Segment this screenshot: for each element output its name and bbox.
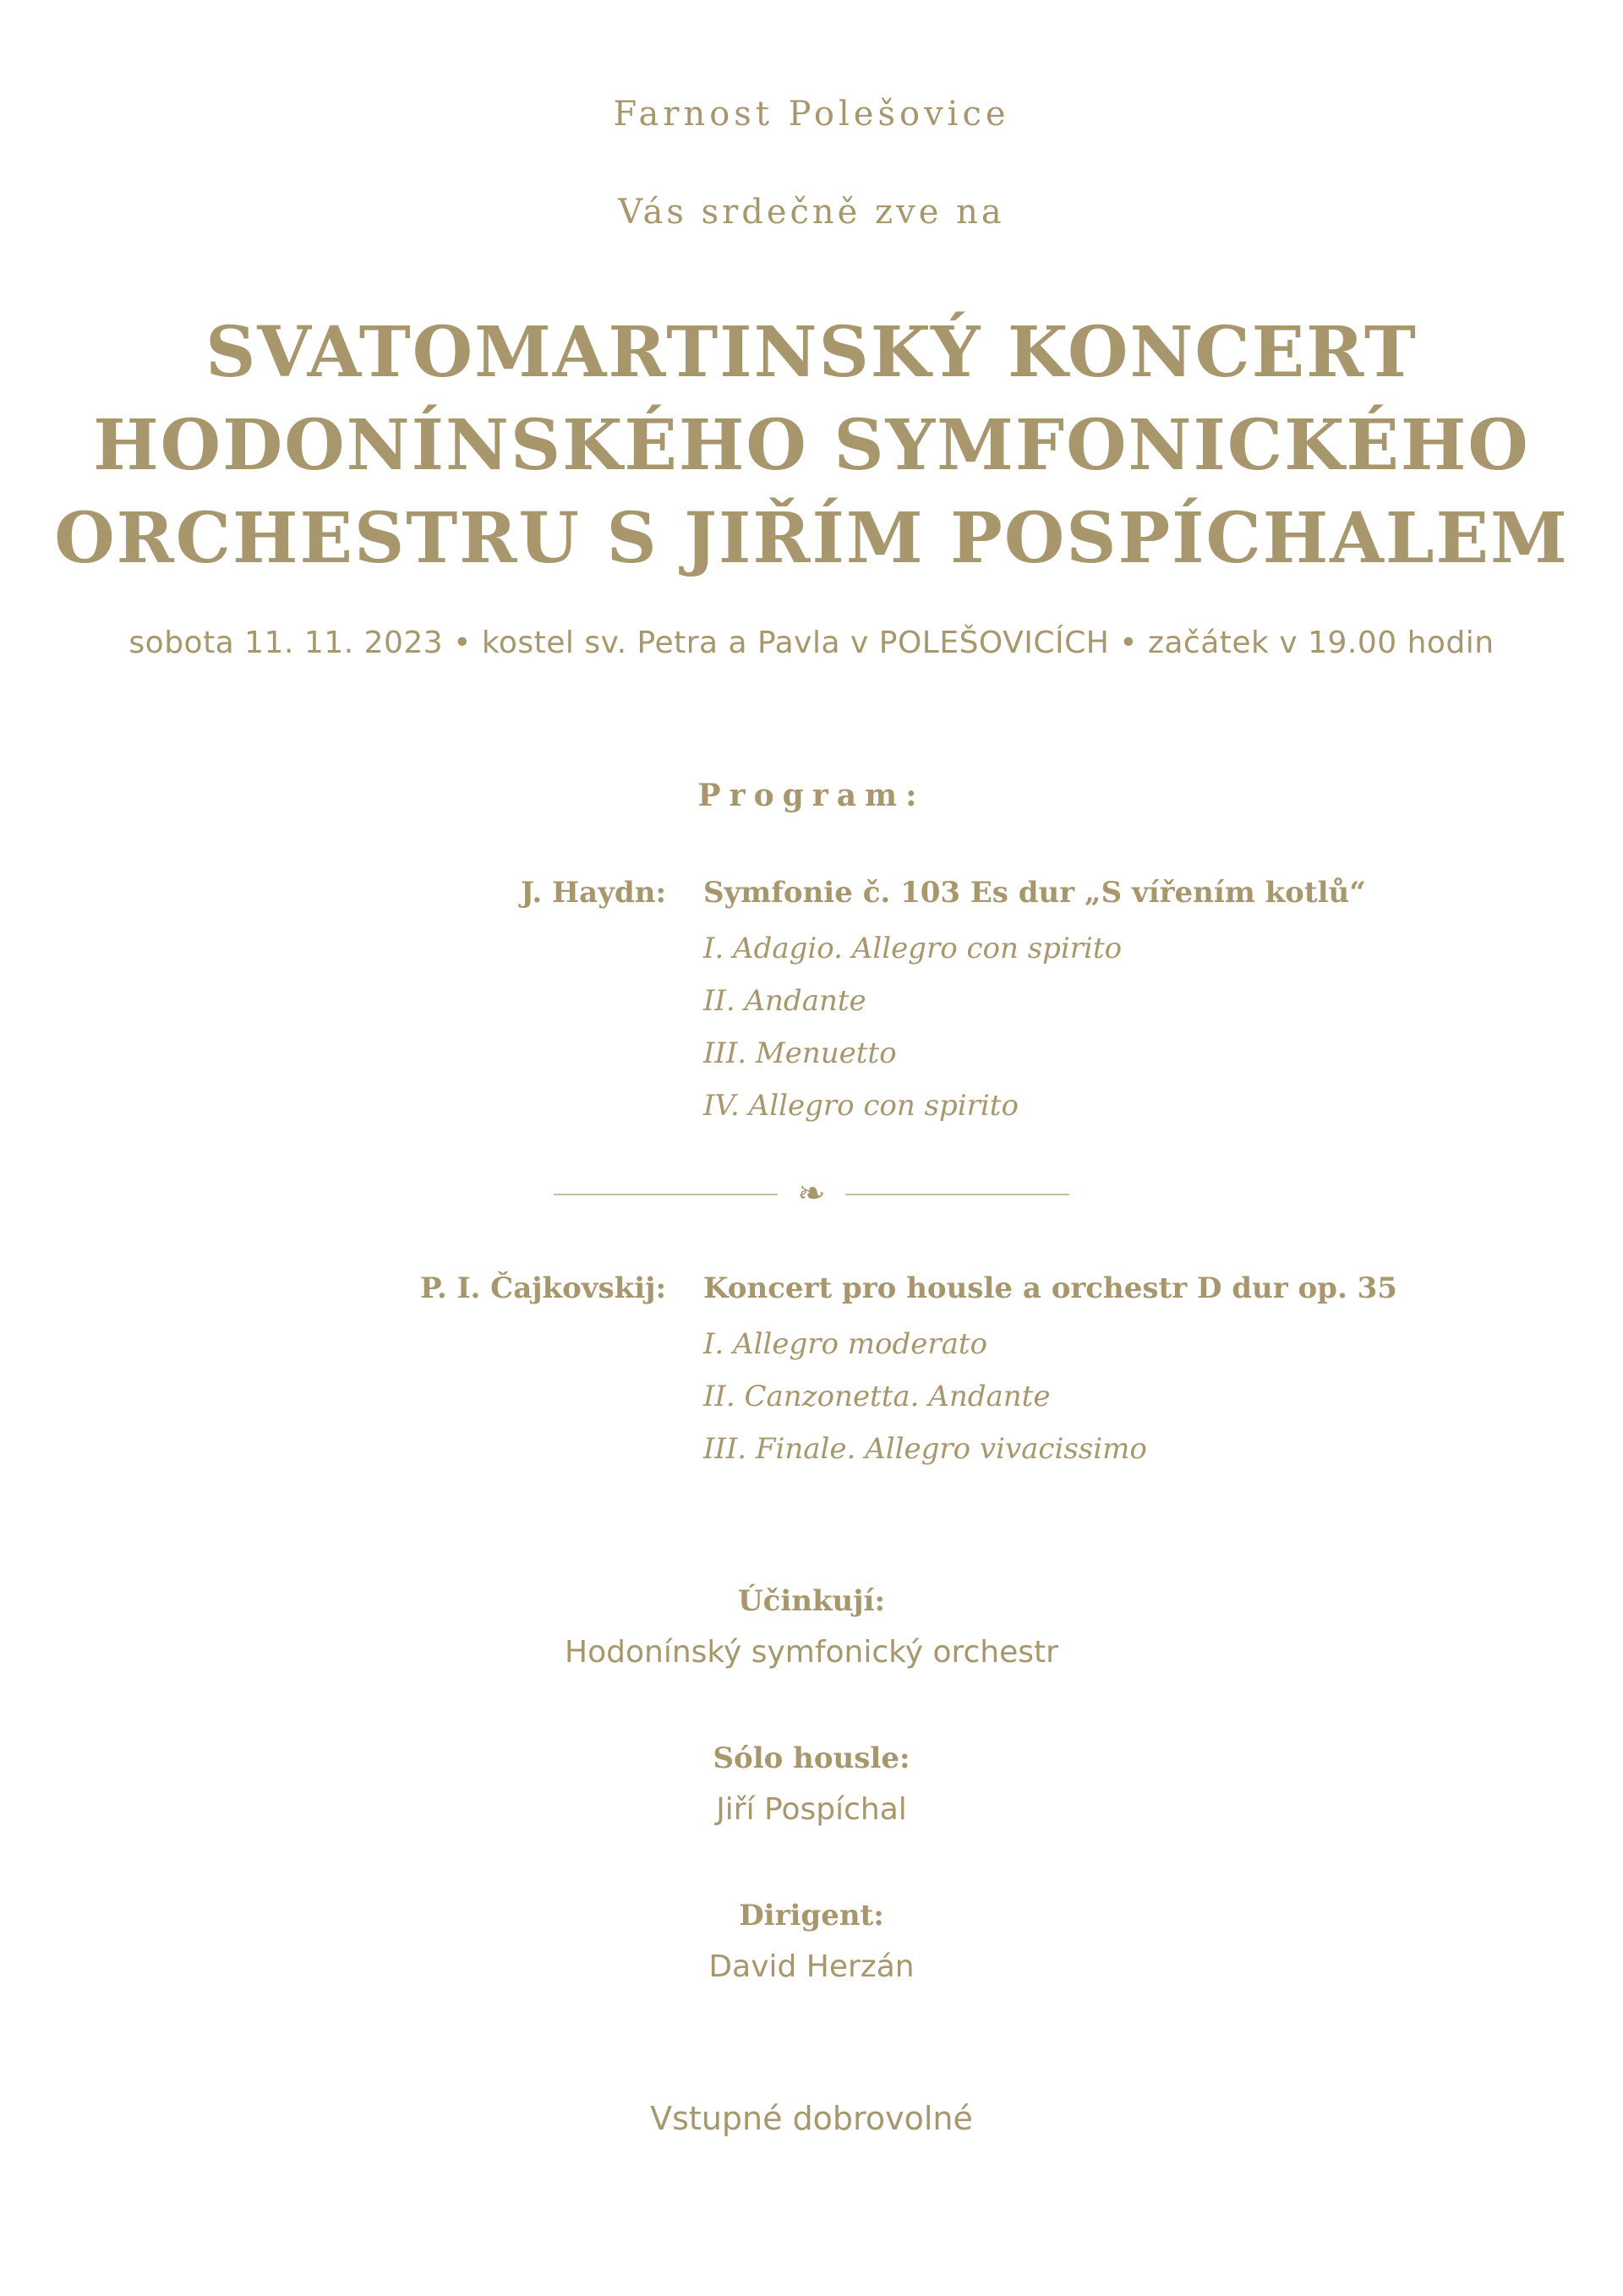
- movement-item: IV. Allegro con spirito: [703, 1089, 1019, 1123]
- movement-item: II. Canzonetta. Andante: [703, 1380, 1051, 1413]
- event-info: sobota 11. 11. 2023 • kostel sv. Petra a Pavla v POLEŠOVICÍCH • začátek v 19.00 hodin: [128, 626, 1495, 660]
- movement-item: III. Finale. Allegro vivacissimo: [703, 1432, 1147, 1466]
- concert-title: [0, 306, 1623, 585]
- piece-title: Koncert pro housle a orchestr D dur op. 35: [703, 1271, 1397, 1305]
- performers-name: Hodonínský symfonický orchestr: [565, 1635, 1058, 1670]
- conductor-name: David Herzán: [708, 1949, 915, 1984]
- divider-line-right: [845, 1194, 1069, 1195]
- divider-line-left: [554, 1194, 778, 1195]
- movement-list: [703, 928, 1122, 1138]
- soloist-name: Jiří Pospíchal: [716, 1792, 907, 1827]
- composer-name: J. Haydn:: [520, 876, 666, 910]
- performers-role-heading: Účinkují:: [737, 1584, 886, 1618]
- conductor-role-heading: Dirigent:: [739, 1899, 884, 1932]
- movement-item: III. Menuetto: [703, 1036, 897, 1070]
- movement-item: I. Adagio. Allegro con spirito: [703, 932, 1123, 965]
- piece-title: Symfonie č. 103 Es dur „S vířením kotlů“: [703, 876, 1366, 910]
- soloist-role-heading: Sólo housle:: [713, 1741, 910, 1775]
- ornamental-divider: [554, 1174, 1069, 1213]
- title-line: ORCHESTRU S JIŘÍM POSPÍCHALEM: [54, 498, 1569, 579]
- program-heading: Program:: [697, 778, 926, 813]
- fleuron-icon: ❧: [797, 1174, 826, 1213]
- movement-item: II. Andante: [703, 984, 866, 1018]
- title-line: SVATOMARTINSKÝ KONCERT: [205, 312, 1418, 393]
- composer-name: P. I. Čajkovskij:: [419, 1271, 666, 1305]
- organizer: Farnost Polešovice: [613, 95, 1010, 134]
- movement-list: [703, 1324, 1147, 1481]
- invitation-text: Vás srdečně zve na: [618, 193, 1005, 232]
- movement-item: I. Allegro moderato: [703, 1327, 988, 1361]
- title-line: HODONÍNSKÉHO SYMFONICKÉHO: [93, 405, 1530, 486]
- entry-fee-note: Vstupné dobrovolné: [650, 2100, 973, 2137]
